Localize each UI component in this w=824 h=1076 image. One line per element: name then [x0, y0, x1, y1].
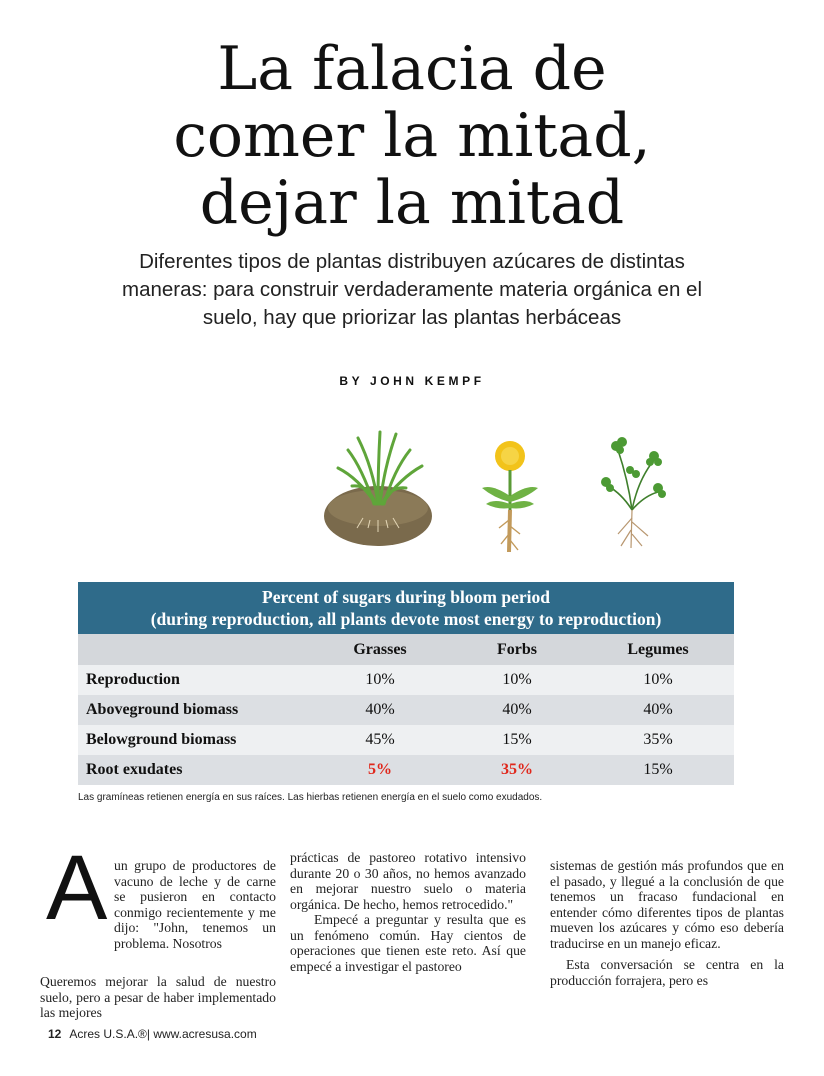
table-row — [78, 755, 734, 785]
clover-icon — [598, 430, 668, 550]
cell-value: 40% — [502, 701, 532, 718]
title-line: comer la mitad, — [173, 101, 651, 171]
cell-value: 15% — [643, 761, 673, 778]
article-title — [0, 36, 824, 237]
column-3 — [550, 858, 784, 988]
row-label: Reproduction — [86, 671, 180, 688]
paragraph: Empecé a preguntar y resulta que es un fenómeno común. Hay cientos de operaciones que tienen este reto. Así que empecé a investigar el pastoreo — [290, 912, 526, 974]
cell-value: 10% — [643, 671, 673, 688]
header-cell-forbs: Forbs — [497, 640, 537, 658]
header-cell-legumes: Legumes — [627, 640, 689, 658]
table-row — [78, 725, 734, 755]
cell-value: 10% — [502, 671, 532, 688]
cell-value: 35% — [643, 731, 673, 748]
figure-caption: Las gramíneas retienen energía en sus raíces. Las hierbas retienen energía en el suelo como exudados. — [78, 792, 543, 803]
paragraph: prácticas de pastoreo rotativo intensivo durante 20 o 30 años, no hemos avanzado en mejorar nuestro suelo o materia orgánica. De hecho, hemos retrocedido." — [290, 850, 526, 912]
column-1-full — [40, 974, 276, 1021]
paragraph: sistemas de gestión más profundos que en el pasado, y llegué a la conclusión de que tenemos un fracaso fundacional en entender cómo diferentes tipos de plantas mueven los azúcares y cómo eso debería traducirse en un manejo eficaz. — [550, 858, 784, 951]
row-label: Root exudates — [86, 761, 183, 778]
table-row — [78, 695, 734, 725]
title-line: dejar la mitad — [199, 168, 625, 238]
cell-value: 10% — [365, 671, 395, 688]
cell-value: 45% — [365, 731, 395, 748]
table-title: Percent of sugars during bloom period — [262, 587, 550, 607]
sugars-table — [78, 582, 734, 787]
cell-value: 40% — [643, 701, 673, 718]
drop-cap: A — [46, 837, 108, 939]
column-1-indented — [114, 858, 276, 951]
grass-icon — [318, 428, 438, 550]
dandelion-icon — [478, 440, 542, 556]
page-footer — [48, 1027, 257, 1041]
table-subtitle: (during reproduction, all plants devote most energy to reproduction) — [150, 609, 662, 629]
table-header — [78, 582, 734, 634]
row-label: Belowground biomass — [86, 731, 237, 748]
cell-value: 15% — [502, 731, 532, 748]
cell-value: 40% — [365, 701, 395, 718]
article-subtitle: Diferentes tipos de plantas distribuyen azúcares de distintas maneras: para construir verdaderamente materia orgánica en el suelo, hay que priorizar las plantas herbáceas — [122, 250, 702, 329]
page-number: 12 — [48, 1027, 62, 1041]
row-label: Aboveground biomass — [86, 701, 239, 718]
paragraph: un grupo de productores de vacuno de leche y de carne se pusieron en contacto conmigo recientemente y me dijo: "John, tenemos un problema. Nosotros — [114, 858, 276, 951]
title-line: La falacia de — [217, 34, 607, 104]
cell-value-highlight: 5% — [368, 761, 392, 778]
table-row — [78, 665, 734, 695]
paragraph: Queremos mejorar la salud de nuestro suelo, pero a pesar de haber implementado las mejores — [40, 974, 276, 1020]
cell-value-highlight: 35% — [501, 761, 533, 778]
paragraph: Esta conversación se centra en la producción forrajera, pero es — [550, 957, 784, 988]
table-column-headers — [78, 634, 734, 665]
byline: BY JOHN KEMPF — [339, 374, 485, 388]
header-cell-grasses: Grasses — [353, 640, 407, 658]
column-2 — [290, 850, 526, 974]
publication-credit: Acres U.S.A.®| www.acresusa.com — [69, 1027, 257, 1041]
